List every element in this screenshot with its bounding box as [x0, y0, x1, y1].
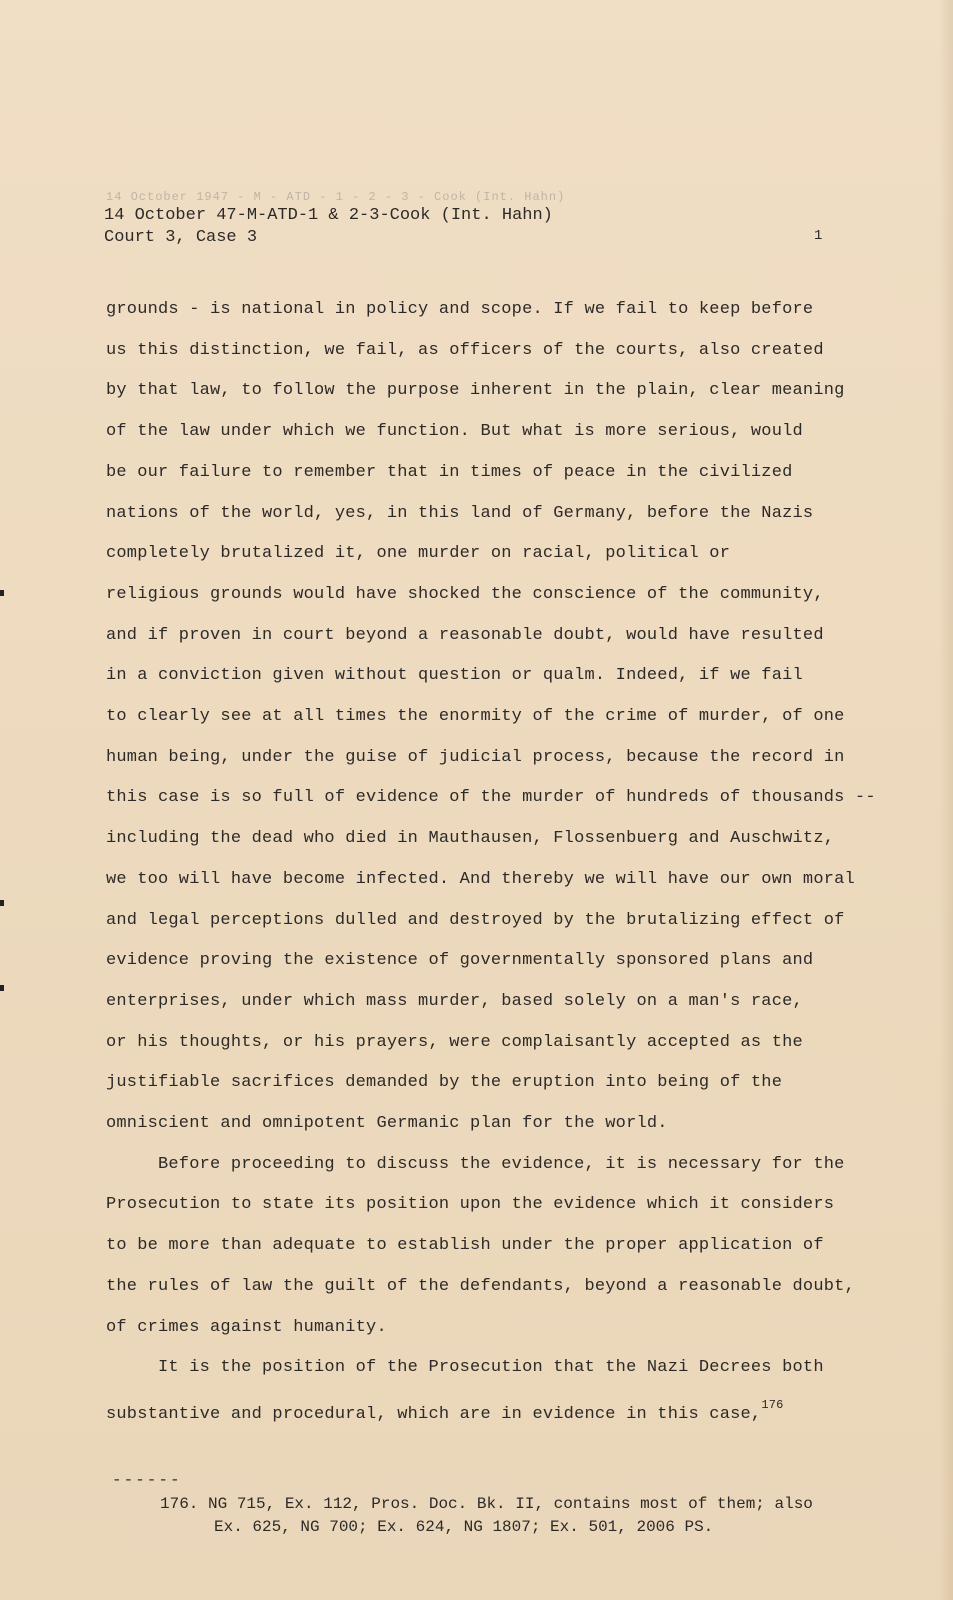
binding-mark — [0, 900, 4, 906]
body-line: grounds - is national in policy and scope. If we fail to keep before — [106, 300, 814, 319]
footnote-rule: ------ — [112, 1471, 182, 1489]
body-line: we too will have become infected. And thereby we will have our own moral — [106, 869, 855, 889]
body-line-text: substantive and procedural, which are in evidence in this case, — [106, 1405, 762, 1424]
body-line: nations of the world, yes, in this land of Germany, before the Nazis — [106, 503, 814, 523]
body-line: completely brutalized it, one murder on racial, political or — [106, 544, 731, 564]
body-line: be our failure to remember that in times of peace in the civilized — [106, 462, 793, 482]
body-line: omniscient and omnipotent Germanic plan for the world. — [106, 1114, 668, 1133]
body-line: human being, under the guise of judicial process, because the record in — [106, 747, 845, 767]
body-line: us this distinction, we fail, as officers of the courts, also created — [106, 340, 824, 360]
footnote-line-1: 176. NG 715, Ex. 112, Pros. Doc. Bk. II, contains most of them; also — [160, 1495, 813, 1513]
body-line: and legal perceptions dulled and destroyed by the brutalizing effect of — [106, 910, 845, 930]
body-line: It is the position of the Prosecution that the Nazi Decrees both — [106, 1358, 824, 1378]
page-marker: 1 — [814, 228, 823, 244]
body-line: of crimes against humanity. — [106, 1317, 387, 1337]
page-edge-shadow — [939, 0, 953, 1600]
body-line: the rules of law the guilt of the defendants, beyond a reasonable doubt, — [106, 1276, 855, 1296]
ghost-impression: 14 October 1947 - M - ATD - 1 - 2 - 3 - Cook (Int. Hahn) — [106, 190, 566, 204]
body-line: and if proven in court beyond a reasonable doubt, would have resulted — [106, 625, 824, 645]
body-line: justifiable sacrifices demanded by the eruption into being of the — [106, 1073, 783, 1093]
body-line: to clearly see at all times the enormity of the crime of murder, of one — [106, 707, 845, 726]
binding-mark — [0, 985, 4, 991]
body-line: in a conviction given without question or qualm. Indeed, if we fail — [106, 666, 803, 686]
body-line: enterprises, under which mass murder, based solely on a man's race, — [106, 991, 803, 1011]
body-line: this case is so full of evidence of the murder of hundreds of thousands -- — [106, 788, 876, 808]
footnote-reference: 176 — [761, 1398, 784, 1412]
body-line: including the dead who died in Mauthausen, Flossenbuerg and Auschwitz, — [106, 829, 835, 849]
body-line: religious grounds would have shocked the conscience of the community, — [106, 584, 824, 604]
footnote-line-2: Ex. 625, NG 700; Ex. 624, NG 1807; Ex. 501, 2006 PS. — [214, 1518, 714, 1536]
body-line: or his thoughts, or his prayers, were complaisantly accepted as the — [106, 1032, 803, 1052]
binding-mark — [0, 590, 4, 596]
body-line: by that law, to follow the purpose inherent in the plain, clear meaning — [106, 381, 845, 401]
body-line: of the law under which we function. But what is more serious, would — [106, 422, 803, 442]
body-line: to be more than adequate to establish under the proper application of — [106, 1236, 824, 1256]
header-session: 14 October 47-M-ATD-1 & 2-3-Cook (Int. Hahn) — [104, 206, 553, 225]
body-line: evidence proving the existence of governmentally sponsored plans and — [106, 951, 814, 971]
header-court: Court 3, Case 3 — [104, 228, 258, 247]
body-line-last — [106, 1398, 784, 1424]
body-line: Before proceeding to discuss the evidence, it is necessary for the — [106, 1154, 845, 1174]
body-line: Prosecution to state its position upon the evidence which it considers — [106, 1195, 835, 1215]
document-header — [104, 205, 553, 249]
